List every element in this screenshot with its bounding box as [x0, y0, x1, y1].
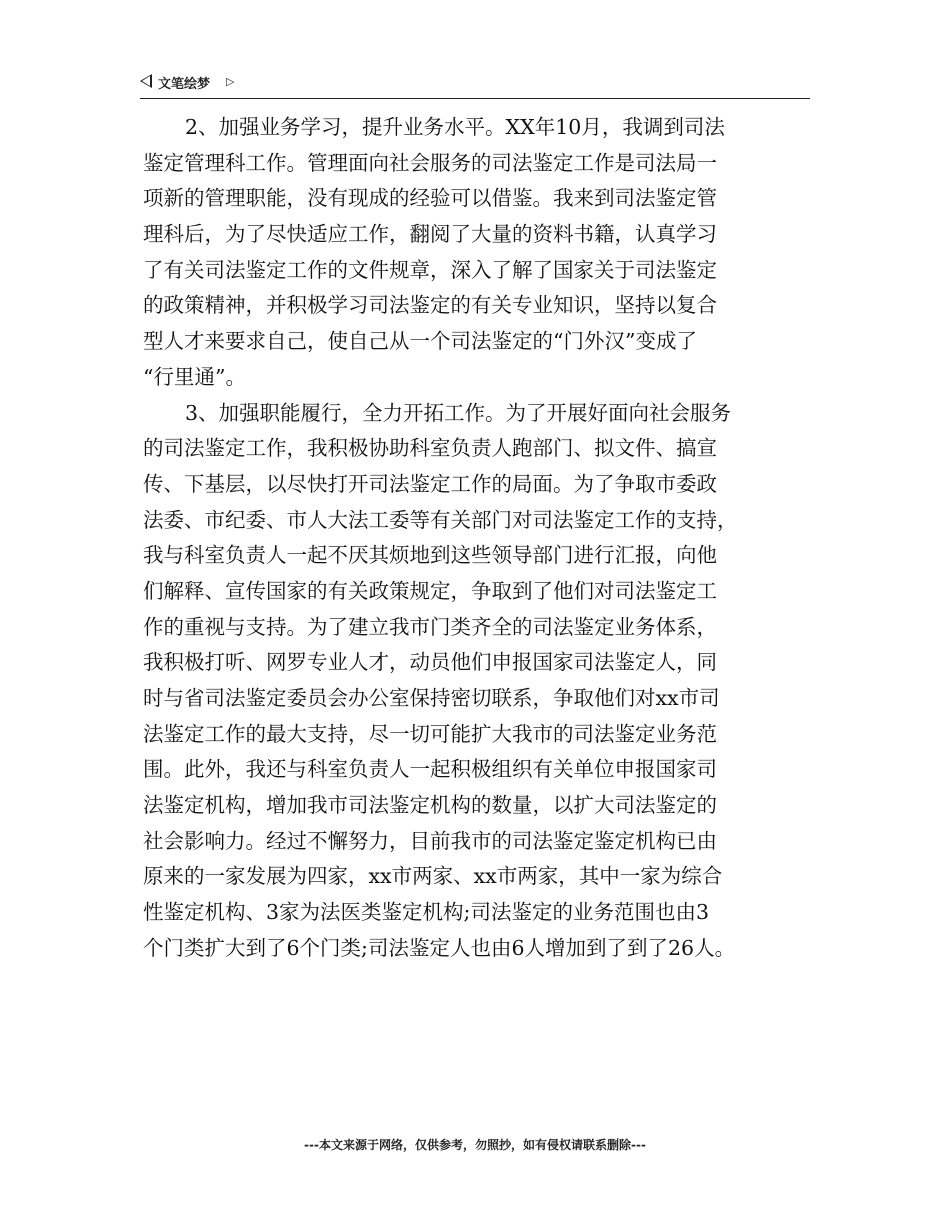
text-line: 时与省司法鉴定委员会办公室保持密切联系，争取他们对xx市司	[143, 686, 720, 710]
triangle-right-icon: ▷	[226, 75, 235, 88]
text-line: 性鉴定机构、3家为法医类鉴定机构;司法鉴定的业务范围也由3	[143, 900, 709, 925]
text-line: 型人才来要求自己，使自己从一个司法鉴定的“门外汉”变成了	[143, 329, 697, 354]
text-line: 作的重视与支持。为了建立我市门类齐全的司法鉴定业务体系，	[143, 614, 717, 639]
text-line: 法委、市纪委、市人大法工委等有关部门对司法鉴定工作的支持，	[143, 507, 738, 532]
text-line: 了有关司法鉴定工作的文件规章，深入了解了国家关于司法鉴定	[143, 257, 717, 282]
text-line: 社会影响力。经过不懈努力，目前我市的司法鉴定鉴定机构已由	[143, 828, 717, 853]
text-line: 个门类扩大到了6个门类;司法鉴定人也由6人增加到了到了26人。	[143, 935, 736, 960]
document-body	[143, 110, 818, 967]
text-line: 我与科室负责人一起不厌其烦地到这些领导部门进行汇报，向他	[143, 543, 717, 568]
footer-disclaimer: ---本文来源于网络，仅供参考，勿照抄，如有侵权请联系删除---	[304, 1138, 646, 1152]
paragraph-3	[143, 396, 818, 967]
text-line: “行里通”。	[143, 364, 246, 389]
text-line: 法鉴定机构，增加我市司法鉴定机构的数量，以扩大司法鉴定的	[143, 793, 717, 818]
text-line: 传、下基层，以尽快打开司法鉴定工作的局面。为了争取市委政	[143, 471, 717, 496]
text-line: 3、加强职能履行，全力开拓工作。为了开展好面向社会服务	[185, 400, 732, 425]
page-header	[140, 72, 810, 99]
text-line: 理科后，为了尽快适应工作，翻阅了大量的资料书籍，认真学习	[143, 222, 717, 247]
paragraph-2	[143, 110, 818, 396]
text-line: 的司法鉴定工作，我积极协助科室负责人跑部门、拟文件、搞宣	[143, 436, 717, 461]
brand-name: 文笔绘梦	[158, 77, 211, 92]
text-line: 我积极打听、网罗专业人才，动员他们申报国家司法鉴定人，同	[143, 650, 717, 675]
text-line: 2、加强业务学习，提升业务水平。XX年10月，我调到司法	[185, 115, 725, 139]
text-line: 项新的管理职能，没有现成的经验可以借鉴。我来到司法鉴定管	[143, 186, 717, 211]
text-line: 鉴定管理科工作。管理面向社会服务的司法鉴定工作是司法局一	[143, 150, 717, 175]
text-line: 们解释、宣传国家的有关政策规定，争取到了他们对司法鉴定工	[143, 578, 717, 603]
triangle-left-icon	[140, 74, 152, 88]
text-line: 围。此外，我还与科室负责人一起积极组织有关单位申报国家司	[143, 757, 717, 782]
text-line: 法鉴定工作的最大支持，尽一切可能扩大我市的司法鉴定业务范	[143, 721, 717, 746]
text-line: 原来的一家发展为四家，xx市两家、xx市两家，其中一家为综合	[143, 864, 723, 889]
text-line: 的政策精神，并积极学习司法鉴定的有关专业知识，坚持以复合	[143, 293, 717, 318]
